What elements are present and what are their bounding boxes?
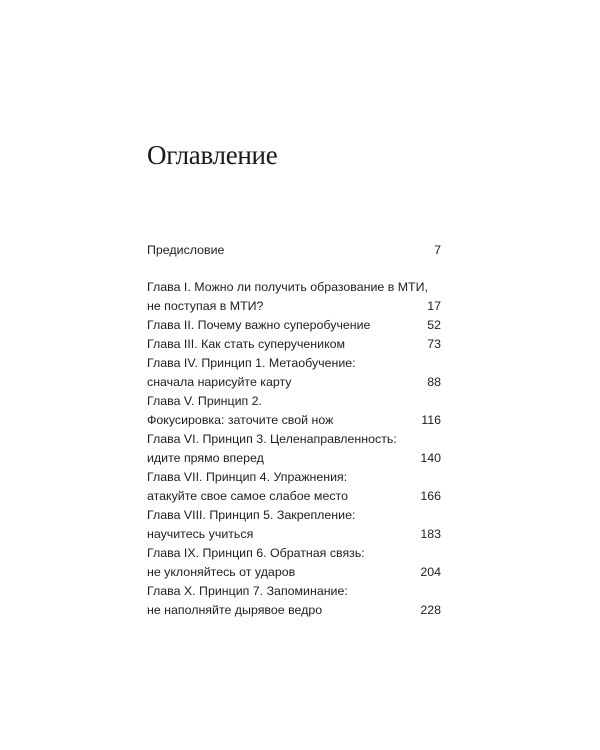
toc-entry-title: Глава X. Принцип 7. Запоминание: xyxy=(147,584,348,598)
toc-entry-chapter-5 xyxy=(147,392,441,430)
toc-entry-preface xyxy=(147,241,441,260)
toc-entry-title-continued: идите прямо вперед xyxy=(147,451,264,465)
toc-page-number: 228 xyxy=(420,603,441,617)
toc-entry-title: Предисловие xyxy=(147,243,225,257)
toc-entry-title-continued: не наполняйте дырявое ведро xyxy=(147,603,323,617)
toc-page-number: 7 xyxy=(434,243,441,257)
toc-page-number: 52 xyxy=(427,318,441,332)
toc-entry-title: Глава V. Принцип 2. xyxy=(147,394,262,408)
toc-entry-title-continued: не поступая в МТИ? xyxy=(147,299,264,313)
toc-entry-title-continued: сначала нарисуйте карту xyxy=(147,375,292,389)
toc-page-number: 166 xyxy=(420,489,441,503)
table-of-contents xyxy=(147,241,441,620)
toc-entry-title: Глава VII. Принцип 4. Упражнения: xyxy=(147,470,348,484)
toc-entry-chapter-10 xyxy=(147,582,441,620)
page-title: Оглавление xyxy=(147,140,278,170)
toc-entry-title: Глава VIII. Принцип 5. Закрепление: xyxy=(147,508,356,522)
toc-page-number: 17 xyxy=(427,299,441,313)
toc-entry-title: Глава IV. Принцип 1. Метаобучение: xyxy=(147,356,356,370)
toc-entry-title: Глава IX. Принцип 6. Обратная связь: xyxy=(147,546,365,560)
toc-page-number: 116 xyxy=(421,413,441,427)
toc-entry-title-continued: научитесь учиться xyxy=(147,527,254,541)
toc-entry-chapter-6 xyxy=(147,430,441,468)
toc-entry-chapter-4 xyxy=(147,354,441,392)
toc-page-number: 88 xyxy=(427,375,441,389)
toc-page-number: 204 xyxy=(420,565,441,579)
toc-entry-chapter-1 xyxy=(147,278,441,316)
toc-entry-chapter-7 xyxy=(147,468,441,506)
toc-entry-title: Глава I. Можно ли получить образование в МТИ, xyxy=(147,280,428,294)
toc-page-number: 73 xyxy=(427,337,441,351)
toc-entry-title: Глава VI. Принцип 3. Целенаправленность: xyxy=(147,432,397,446)
toc-entry-title: Глава III. Как стать суперучеником xyxy=(147,337,346,351)
toc-entry-title-continued: Фокусировка: заточите свой нож xyxy=(147,413,334,427)
toc-entry-chapter-3 xyxy=(147,335,441,354)
toc-entry-title-continued: атакуйте свое самое слабое место xyxy=(147,489,348,503)
toc-entry-title: Глава II. Почему важно суперобучение xyxy=(147,318,371,332)
toc-page-number: 140 xyxy=(420,451,441,465)
toc-entry-chapter-8 xyxy=(147,506,441,544)
toc-entry-chapter-2 xyxy=(147,316,441,335)
toc-page-number: 183 xyxy=(420,527,441,541)
toc-entry-title-continued: не уклоняйтесь от ударов xyxy=(147,565,296,579)
toc-entry-chapter-9 xyxy=(147,544,441,582)
